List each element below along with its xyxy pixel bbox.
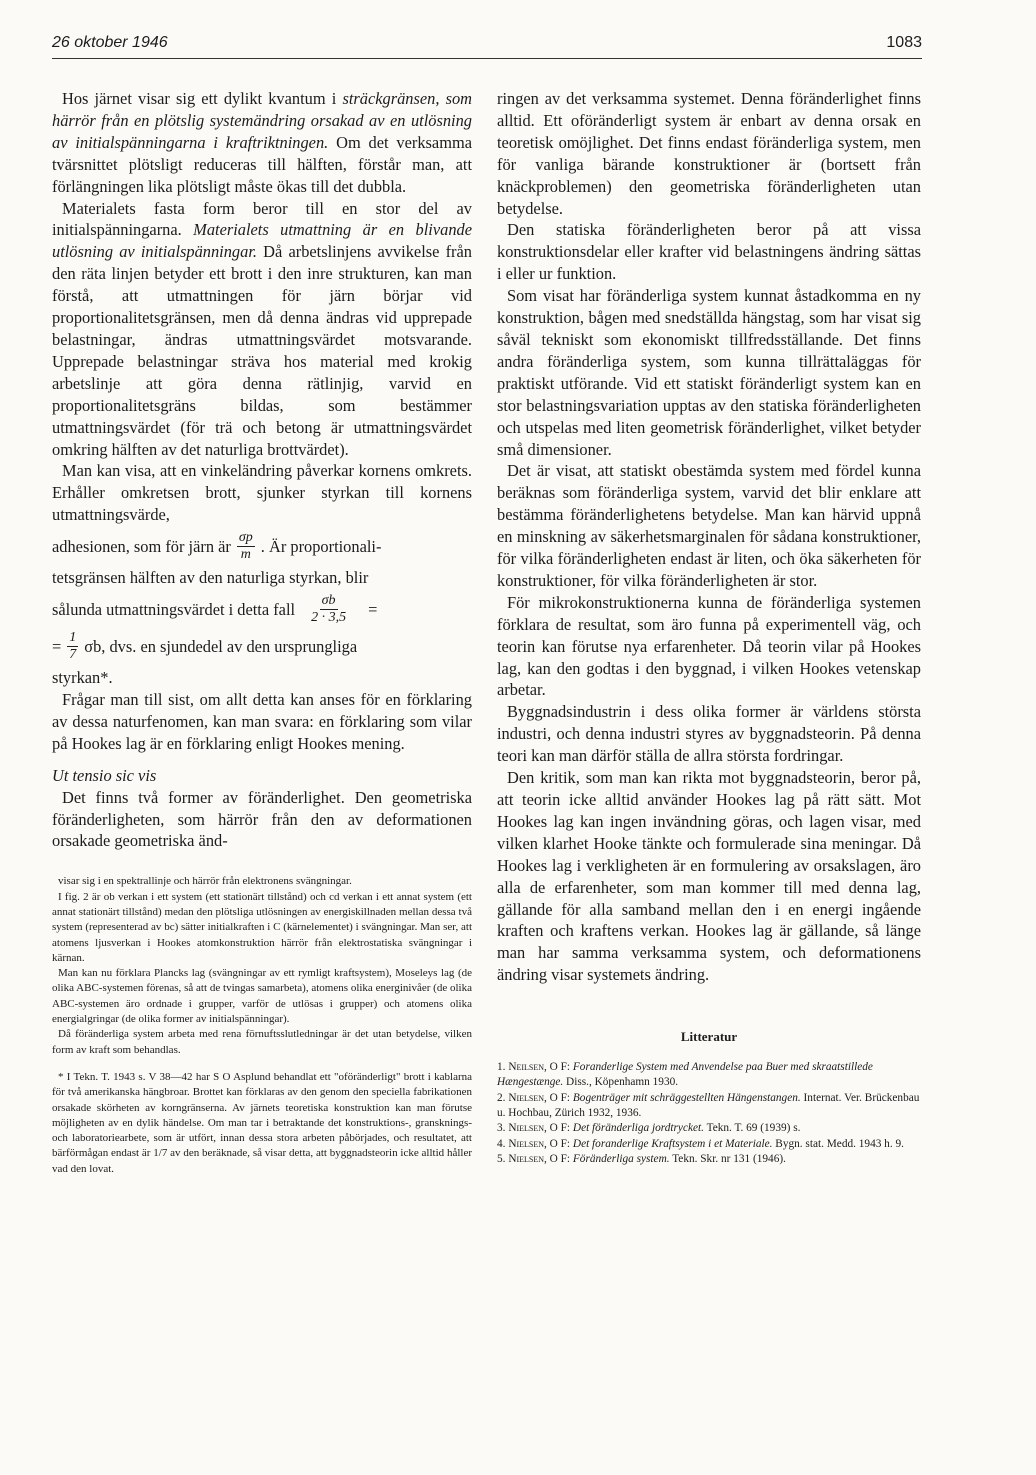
reference-item: 2. Nielsen, O F: Bogenträger mit schräggestellten Hängenstangen. Internat. Ver. Brückenbau u. Hochbau, Zürich 1932, 1936. (497, 1091, 920, 1119)
formula-adhesion: adhesionen, som för järn är $\frac{\sigma p}{m}$ . Är proportionali- (52, 530, 382, 563)
paragraph: Den kritik, som man kan rikta mot byggnadsteorin, beror på, att teorin icke alltid använder Hookes lag på rätt sätt. Mot Hookes lag kan ingen invändning göras, och lagen visar, med vilken klarhet Hooke tänkte och formulerade sina meningar. Då Hookes lag i verkligheten är en formulering av orsakslagen, äro alla de erfarenheter, som man kommer till med denna lag, gällande för alla samband mellan den i en energi ingående kraften och kraftens verkan. Hookes lag är gällande, så länge man har samma verksamma system, och deformationens ändring visar systemets ändring. (497, 768, 921, 985)
paragraph: ringen av det verksamma systemet. Denna föränderlighet finns alltid. Ett oföränderligt system är enbart av denna orsak en teoretisk omöjlighet. Det finns endast föränderliga system, men för vanliga bärande konstruktioner är (bortsett från knäckproblemen) den geometriska föränderligheten utan betydelse. (497, 89, 921, 218)
page-number: 1083 (886, 34, 922, 51)
left-column (52, 88, 472, 1177)
reference-item: 4. Nielsen, O F: Det foranderlige Kraftsystem i et Materiale. Bygn. stat. Medd. 1943 h. 9. (497, 1137, 904, 1150)
paragraph: Den statiska föränderligheten beror på att vissa konstruktionsdelar eller krafter vid belastningens ändring sättas i eller ur funktion. (497, 220, 921, 284)
footnotes-continued: visar sig i en spektrallinje och härrör från elektronens svängningar. I fig. 2 är ob verkan i ett system (ett stationärt tillstånd) och cd verkan i ett annat system (ett annat stationärt tillstånd) medan den plötsliga utlösningen av energiskillnaden mellan dessa två system (representerad av bc) sätter initialkraften i C (kärnelementet) i svängningar. Man ser, att atomens ljusverkan i Hookes atomkonstruktion härrör från elektrostatiska svängningar i kärnan. Man kan nu förklara Plancks lag (svängningar av ett rymligt kraftsystem), Moseleys lag (de olika ABC-systemen förenas, så att de tvingas samarbeta), atomens olika energinivåer (de olika ABC-systemen äro ordnade i grupper, varför de utlösas i grupper) och atomens olika energialgringar (de olika former av initialspänningar). Då föränderliga system arbeta med rena förnuftsslutledningar är det utan betydelse, vilken form av kraft som behandlas. (52, 875, 472, 1056)
page-header (52, 34, 922, 59)
paragraph: styrkan*. (52, 668, 113, 688)
reference-item: 3. Nielsen, O F: Det föränderliga jordtrycket. Tekn. T. 69 (1939) s. (497, 1122, 801, 1135)
paragraph: tetsgränsen hälften av den naturliga styrkan, blir (52, 568, 369, 588)
paragraph: Hos järnet visar sig ett dylikt kvantum i sträckgränsen, som härrör från en plötslig systemändring orsakad av en utlösning av initialspänningarna i kraftriktningen. Om det verksamma tvärsnittet plötsligt reduceras till hälften, förstår man, att förlängningen lika plötsligt måste ökas till det dubbla. (52, 89, 472, 196)
formula-seventh: = $\frac{1}{7}$ σb, dvs. en sjundedel av den ursprungliga (52, 630, 358, 663)
paragraph: Som visat har föränderliga system kunnat åstadkomma en ny konstruktion, bågen med snedställda hängstag, som har visat sig såväl tekniskt som ekonomiskt tillfredsställande. Det finns andra föränderliga system, som kunna tillrättaläggas för praktiskt utförande. Vid ett statiskt föränderligt system kan en stor belastningsvariation upptas av den statiska föränderligheten och utspelas med liten geometrisk föränderlighet, vilket betyder små dimensioner. (497, 286, 921, 459)
paragraph: Det finns två former av föränderlighet. Den geometriska föränderligheten, som härrör från den av deformationen orsakade geometriska änd- (52, 787, 472, 851)
footnote-asterisk: * I Tekn. T. 1943 s. V 38—42 har S O Asplund behandlat ett "oföränderligt" brott i kablarna för två amerikanska hängbroar. Brottet kan förklaras av den genom den speciella fabrikationen orsakade skörheten av korngränserna. Av järnets teoretiska konstruktion kan man förutse möjligheten av en dylik händelse. Om man tar i betraktande det konstruktions-, gransknings- och laboratoriearbete, som är utfört, innan dessa stora arbeten påbörjades, och resultatet, att bärförmågan endast är 1/7 av den beräknade, så visar detta, att byggnadsteorin icke alltid håller vad den lovat. (52, 1070, 472, 1175)
paragraph: Det är visat, att statiskt obestämda system med fördel kunna beräknas som föränderliga system, varvid det blir enklare att bestämma föränderlighetens betydelse. Man kan härvid uppnå en minskning av säkerhetsmarginalen för sådana konstruktioner, för vilka föränderligheten endast är liten, och öka säkerheten för konstruktioner, för vilka föränderligheten är stor. (497, 461, 921, 590)
reference-list (497, 1060, 921, 1167)
reference-item: 5. Nielsen, O F: Föränderliga system. Tekn. Skr. nr 131 (1946). (497, 1152, 786, 1165)
right-column (497, 88, 921, 1167)
reference-item: 1. Neilsen, O F: Foranderlige System med Anvendelse paa Buer med skraatstillede Hængestænge. Diss., Köpenhamn 1930. (497, 1061, 873, 1089)
formula-fatigue: sålunda utmattningsvärdet i detta fall $\frac{\sigma b}{2 \cdot 3,5}$ = (52, 593, 378, 626)
literature-heading: Litteratur (680, 1029, 738, 1045)
paragraph: Frågar man till sist, om allt detta kan anses för en förklaring av dessa naturfenomen, kan man svara: en förklaring som vilar på Hookes lag är en förklaring enligt Hookes mening. (52, 689, 472, 753)
paragraph: Byggnadsindustrin i dess olika former är världens största industri, och denna industri styres av byggnadsteorin. På denna teori kan man därför ställa de allra största fordringar. (497, 702, 921, 766)
paragraph: Materialets fasta form beror till en stor del av initialspänningarna. Materialets utmattning är en blivande utlösning av initialspänningar. Då arbetslinjens avvikelse från den räta linjen betyder ett brott i den inre strukturen, kan man förstå, att utmattningen för järn börjar vid proportionalitetsgränsen, men då denna ändras vid upprepade belastningar, ändras utmattningsvärdet motsvarande. Upprepade belastningar sträva hos material med krokig arbetslinje att göra denna rätlinjig, varvid en proportionalitetsgräns bildas, som bestämmer utmattningsvärdet (för trä och betong är utmattningsvärdet omkring hälften av det naturliga brottvärdet). (52, 198, 472, 459)
section-heading: Ut tensio sic vis (52, 765, 157, 785)
paragraph: För mikrokonstruktionerna kunna de föränderliga systemen förklara de resultat, som äro funna på experimentell väg, och teorin kan förutse nya erfarenheter. Då teorin vilar på Hookes lag, kan den godtas i den byggnad, i vilken Hookes vetenskap arbetar. (497, 592, 921, 700)
paragraph: Man kan visa, att en vinkeländring påverkar kornens omkrets. Erhåller omkretsen brott, sjunker styrkan till kornens utmattningsvärde, (52, 461, 472, 525)
issue-date: 26 oktober 1946 (52, 34, 168, 51)
